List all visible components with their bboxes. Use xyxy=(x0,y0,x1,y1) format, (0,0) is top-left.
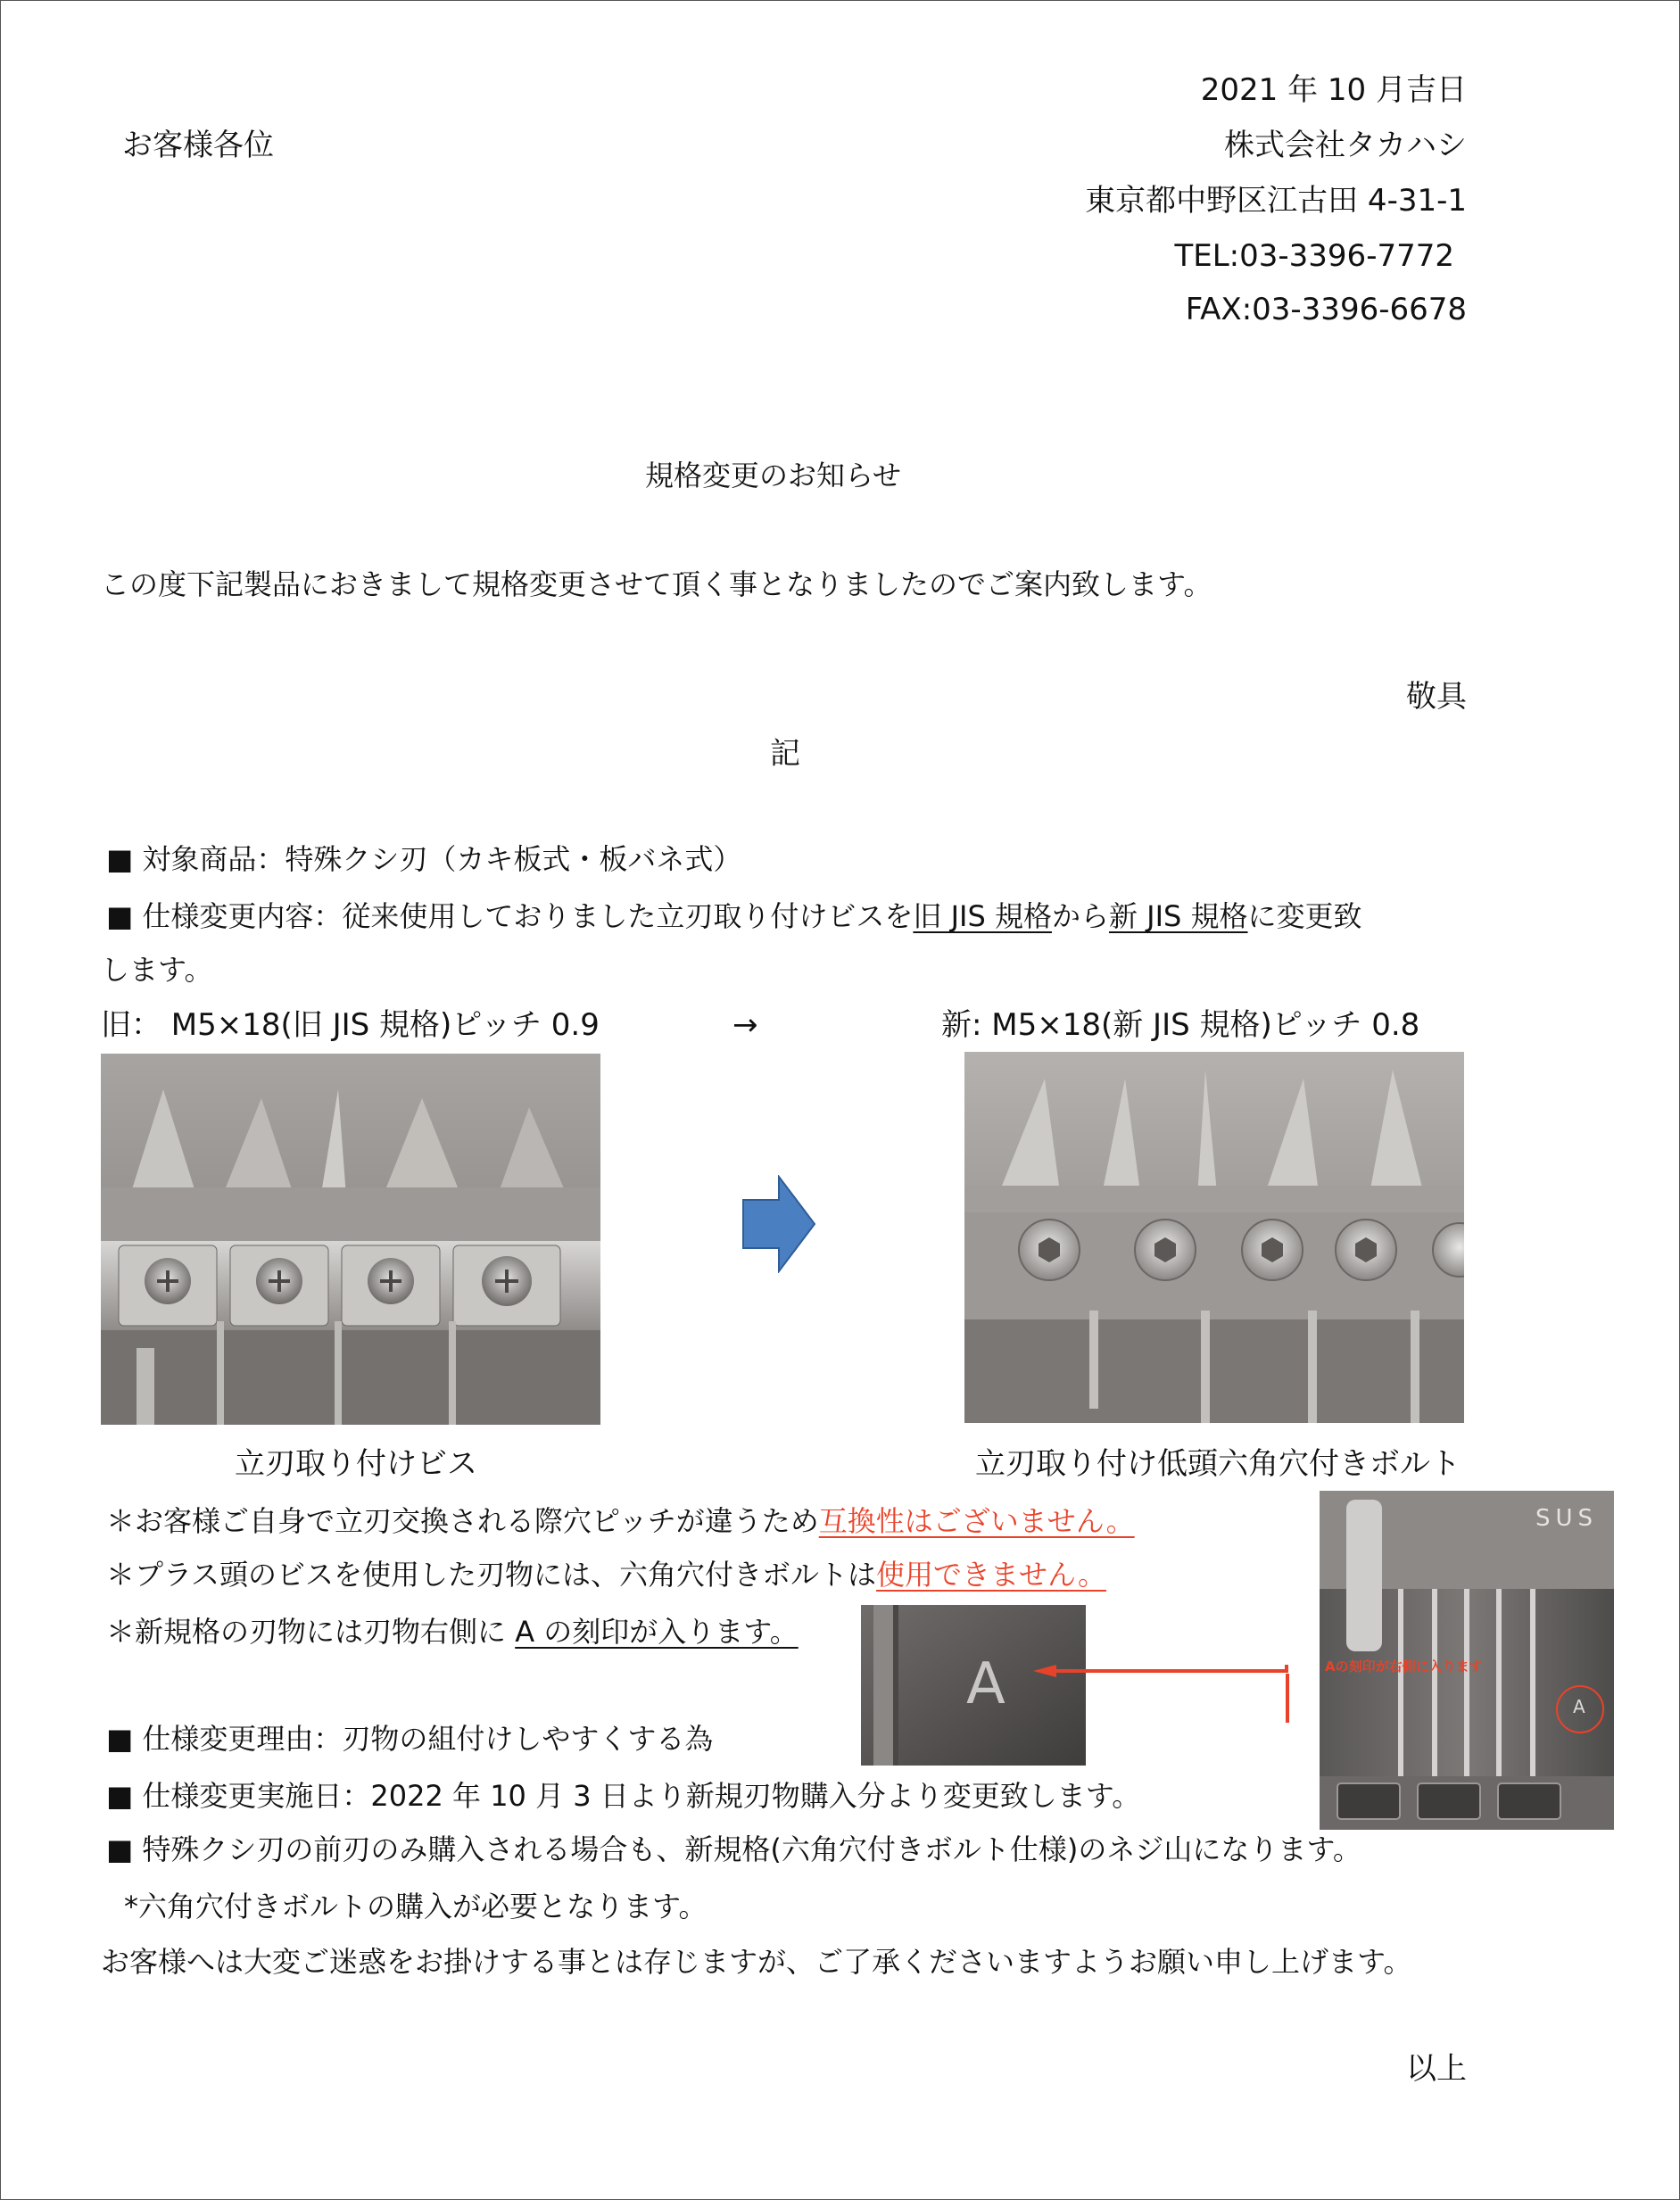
unusable-warning: 使用できません。 xyxy=(876,1558,1106,1592)
ki-heading: 記 xyxy=(770,736,800,772)
note-phillips: ＊プラス頭のビスを使用した刃物には、六角穴付きボルトは使用できません。 xyxy=(106,1558,1106,1592)
company-tel: TEL:03-3396-7772 xyxy=(1174,238,1454,274)
front-blade-note: ■ 特殊クシ刃の前刃のみ購入される場合も、新規格(六角穴付きボルト仕様)のネジ山になります。 xyxy=(106,1832,1361,1866)
change-content: ■ 仕様変更内容：従来使用しておりました立刃取り付けビスを旧 JIS 規格から新 JIS 規格に変更致 xyxy=(106,899,1362,933)
blue-arrow-icon xyxy=(741,1175,816,1273)
date: 2021 年 10 月吉日 xyxy=(1200,72,1467,108)
company-address: 東京都中野区江古田 4-31-1 xyxy=(1085,183,1467,219)
company-name: 株式会社タカハシ xyxy=(1224,128,1467,163)
bolt-purchase-note: *六角穴付きボルトの購入が必要となります。 xyxy=(124,1890,708,1923)
stamp-letter-inset: A xyxy=(1573,1696,1585,1717)
closing-keigu: 敬具 xyxy=(1406,679,1467,715)
old-photo-caption: 立刃取り付けビス xyxy=(235,1446,477,1482)
document-title: 規格変更のお知らせ xyxy=(645,459,902,492)
red-pointer-arrow-icon xyxy=(1031,1665,1326,1727)
note-compatibility: ＊お客様ご自身で立刃交換される際穴ピッチが違うため互換性はございません。 xyxy=(106,1504,1135,1538)
new-jis: 新 JIS 規格 xyxy=(1108,899,1248,933)
stamp-note: A の刻印が入ります。 xyxy=(515,1615,799,1649)
change-content-cont: します。 xyxy=(101,953,213,987)
new-bolt-photo xyxy=(964,1052,1464,1423)
stamp-letter-closeup: A xyxy=(966,1651,1006,1717)
sus-engraving: SUS xyxy=(1535,1505,1598,1532)
new-photo-caption: 立刃取り付け低頭六角穴付きボルト xyxy=(975,1446,1461,1482)
apology-text: お客様へは大変ご迷惑をお掛けする事とは存じますが、ご了承くださいますようお願い申し上げます。 xyxy=(101,1945,1412,1979)
note-stamp: ＊新規格の刃物には刃物右側に A の刻印が入ります。 xyxy=(106,1615,799,1649)
blade-inset-photo xyxy=(1320,1491,1614,1830)
closing-ijou: 以上 xyxy=(1406,2051,1467,2087)
change-date: ■ 仕様変更実施日：2022 年 10 月 3 日より新規刃物購入分より変更致します。 xyxy=(106,1779,1141,1813)
compatibility-warning: 互換性はございません。 xyxy=(818,1504,1135,1538)
stamp-position-label: Aの刻印が右側に入ります xyxy=(1325,1658,1483,1675)
red-pointer-vertical xyxy=(1286,1674,1289,1723)
recipient: お客様各位 xyxy=(122,128,274,163)
comparison-arrow: → xyxy=(732,1007,758,1043)
new-spec-label: 新: M5×18(新 JIS 規格)ピッチ 0.8 xyxy=(941,1007,1420,1043)
old-screw-photo xyxy=(101,1054,600,1425)
old-jis: 旧 JIS 規格 xyxy=(913,899,1052,933)
company-fax: FAX:03-3396-6678 xyxy=(1185,292,1467,327)
intro-text: この度下記製品におきまして規格変更させて頂く事となりましたのでご案内致します。 xyxy=(101,567,1212,601)
change-reason: ■ 仕様変更理由：刃物の組付けしやすくする為 xyxy=(106,1722,714,1756)
old-spec-label: 旧： M5×18(旧 JIS 規格)ピッチ 0.9 xyxy=(101,1007,600,1043)
target-product: ■ 対象商品：特殊クシ刃（カキ板式・板バネ式） xyxy=(106,842,742,876)
